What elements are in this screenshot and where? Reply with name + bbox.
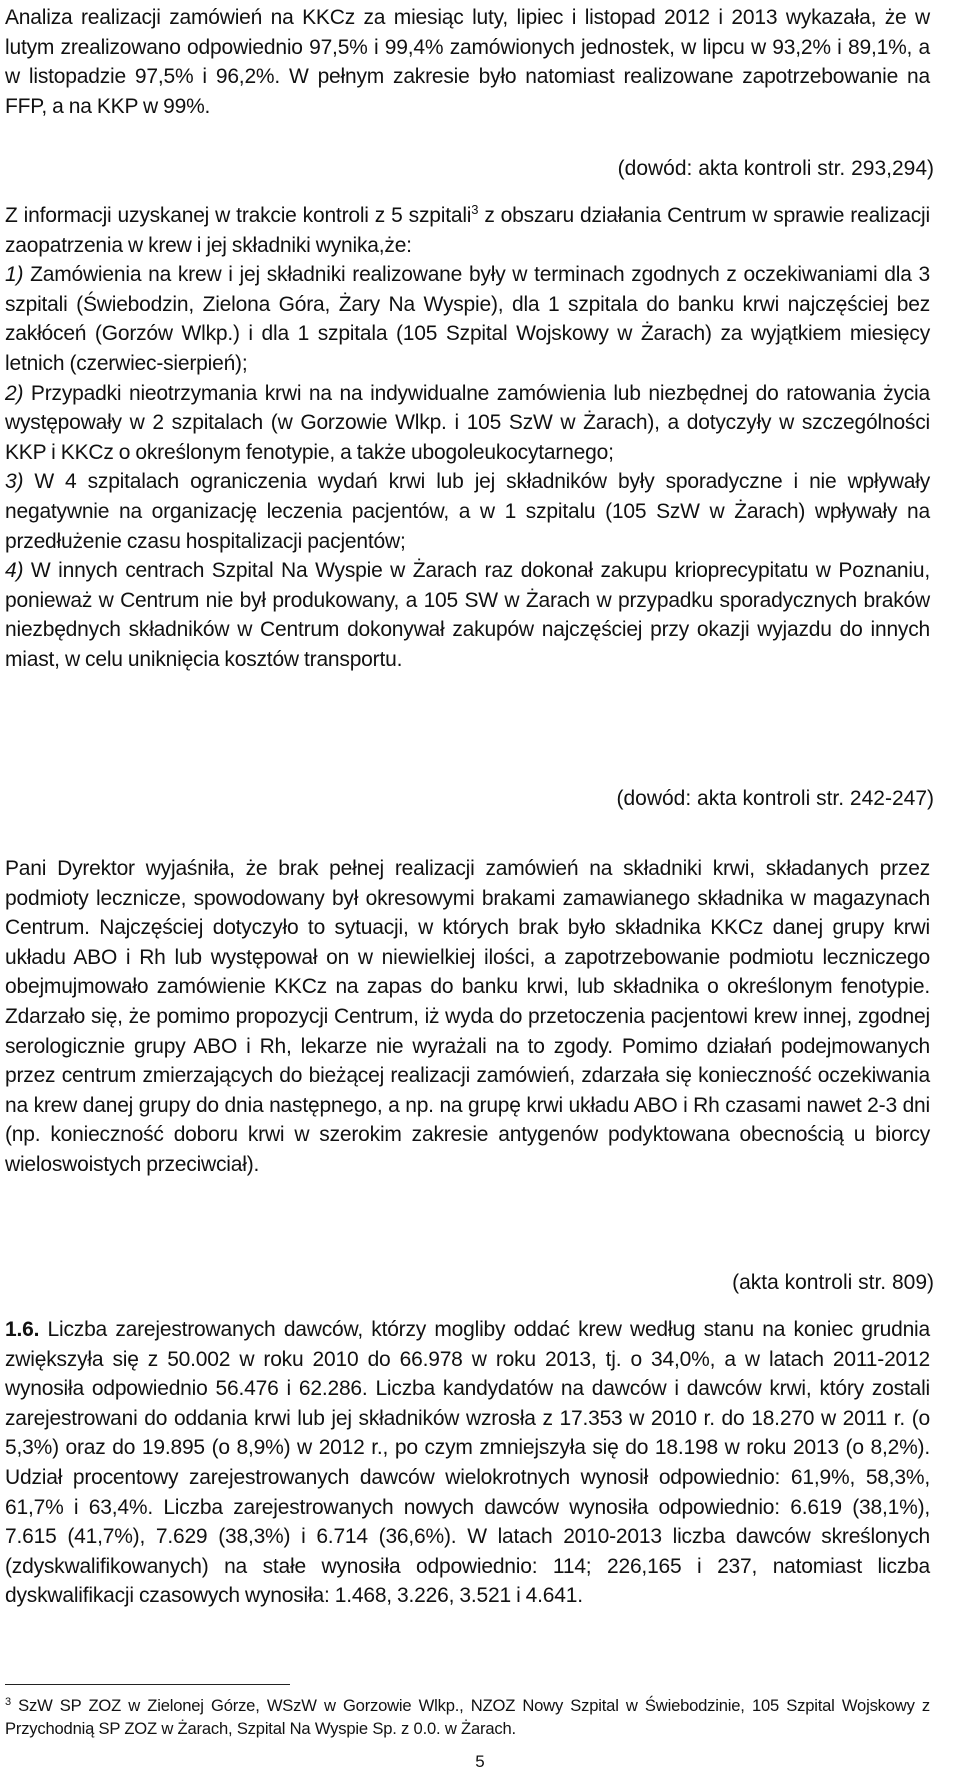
- footnote: [5, 1694, 930, 1740]
- citation-evidence: (akta kontroli str. 809): [732, 1271, 934, 1294]
- item-number: 4): [5, 559, 24, 583]
- section-number: 1.6.: [5, 1318, 40, 1341]
- item-number: 3): [5, 470, 24, 494]
- citation-evidence: (dowód: akta kontroli str. 242-247): [616, 787, 934, 810]
- intro-text-continued: z obszaru działania Centrum w sprawie realizacji zaopatrzenia w krew i jej składniki wynika,że:: [5, 204, 930, 257]
- item-text: W innych centrach Szpital Na Wyspie w Żarach raz dokonał zakupu krioprecypitatu w Poznaniu, ponieważ w Centrum nie był produkowany, a 105 SW w Żarach w przypadku sporadycznych braków niezbędnych składników w Centrum dokonywał zakupów najczęściej przy okazji wyjazdu do innych miast, w celu uniknięcia kosztów transportu.: [5, 559, 930, 671]
- paragraph-text: Analiza realizacji zamówień na KKCz za miesiąc luty, lipiec i listopad 2012 i 2013 wykazała, że w lutym zrealizowano odpowiednio 97,5% i 99,4% zamówionych jednostek, w lipcu w 93,2% i 89,1%, a w listopadzie 97,5% i 96,2%. W pełnym zakresie było natomiast realizowane zapotrzebowanie na FFP, a na KKP w 99%.: [5, 6, 930, 118]
- paragraph-text: Pani Dyrektor wyjaśniła, że brak pełnej realizacji zamówień na składniki krwi, składanych przez podmioty lecznicze, spowodowany był okresowymi brakami zamawianego składnika w magazynach Centrum. Najczęściej dotyczyło to sytuacji, w których brak było składnika KKCz danej grupy krwi układu ABO i Rh lub występował on w niewielkiej ilości, a zapotrzebowanie podmiotu leczniczego obejmujmowało zamówienie KKCz na zapas do banku krwi, lub składnika o określonym fenotypie. Zdarzało się, że pomimo propozycji Centrum, iż wyda do przetoczenia pacjentowi krew innej, zgodnej serologicznie grupy ABO i Rh, lekarze nie wyrażali na to zgody. Pomimo działań podejmowanych przez centrum zmierzających do bieżącej realizacji zamówień, zdarzała się konieczność oczekiwania na krew danej grupy do dnia następnego, a np. na grupę krwi układu ABO i Rh czasami nawet 2-3 dni (np. konieczność doboru krwi w szerokim zakresie antygenów podyktowana obecnością u biorcy wieloswoistych przeciwciał).: [5, 857, 930, 1176]
- footnote-reference: 3: [471, 202, 479, 217]
- item-text: W 4 szpitalach ograniczenia wydań krwi lub jej składników były sporadyczne i nie wpływały negatywnie na organizację leczenia pacjentów, a w 1 szpitalu (105 SzW w Żarach) wpływały na przedłużenie czasu hospitalizacji pacjentów;: [5, 470, 930, 553]
- section-1-6: [5, 1315, 930, 1611]
- survey-intro: [5, 201, 930, 260]
- list-item: [5, 379, 930, 468]
- item-text: Zamówienia na krew i jej składniki realizowane były w terminach zgodnych z oczekiwaniami dla 3 szpitali (Świebodzin, Zielona Góra, Żary Na Wyspie), dla 1 szpitala do banku krwi najczęściej bez zakłóceń (Gorzów Wlkp.) i dla 1 szpitala (105 Szpital Wojskowy w Żarach) za wyjątkiem miesięcy letnich (czerwiec-sierpień);: [5, 263, 930, 375]
- page-number: 5: [475, 1752, 485, 1771]
- paragraph-hospital-survey: [5, 201, 930, 675]
- item-number: 2): [5, 381, 24, 405]
- paragraph-orders-analysis: [5, 3, 930, 121]
- list-item: [5, 556, 930, 674]
- footnote-text: SzW SP ZOZ w Zielonej Górze, WSzW w Gorzowie Wlkp., NZOZ Nowy Szpital w Świebodzinie, 105 Szpital Wojskowy z Przychodnią SP ZOZ w Żarach, Szpital Na Wyspie Sp. z 0.0. w Żarach.: [5, 1696, 930, 1738]
- section-paragraph: [5, 1315, 930, 1611]
- intro-text: Z informacji uzyskanej w trakcie kontroli z 5 szpitali: [5, 204, 472, 227]
- list-item: [5, 467, 930, 556]
- citation-evidence: (dowód: akta kontroli str. 293,294): [617, 157, 934, 180]
- footnote-divider: [5, 1684, 290, 1685]
- section-text: Liczba zarejestrowanych dawców, którzy mogliby oddać krew według stanu na koniec grudnia zwiększyła się z 50.002 w roku 2010 do 66.978 w roku 2013, tj. o 34,0%, a w latach 2011-2012 wynosiła odpowiednio 56.476 i 62.286. Liczba kandydatów na dawców i dawców krwi, który zostali zarejestrowani do oddania krwi lub jej składników wzrosła z 17.353 w 2010 r. do 18.270 w 2011 r. (o 5,3%) oraz do 19.895 (o 8,9%) w 2012 r., po czym zmniejszyła się do 18.198 w roku 2013 (o 8,2%). Udział procentowy zarejestrowanych dawców wielokrotnych wynosił odpowiednio: 61,9%, 58,3%, 61,7% i 63,4%. Liczba zarejestrowanych nowych dawców wynosiła odpowiednio: 6.619 (38,1%), 7.615 (41,7%), 7.629 (38,3%) i 6.714 (36,6%). W latach 2010-2013 liczba dawców skreślonych (zdyskwalifikowanych) na stałe wynosiła odpowiednio: 114; 226,165 i 237, natomiast liczba dyskwalifikacji czasowych wynosiła: 1.468, 3.226, 3.521 i 4.641.: [5, 1318, 930, 1608]
- paragraph-director-explanation: [5, 854, 930, 1180]
- footnote-marker: 3: [5, 1696, 11, 1708]
- item-text: Przypadki nieotrzymania krwi na na indywidualne zamówienia lub niezbędnej do ratowania życia występowały w 2 szpitalach (w Gorzowie Wlkp. i 105 SzW w Żarach), a dotyczyły w szczególności KKP i KKCz o określonym fenotypie, a także ubogoleukocytarnego;: [5, 381, 930, 464]
- list-item: [5, 260, 930, 378]
- item-number: 1): [5, 263, 24, 287]
